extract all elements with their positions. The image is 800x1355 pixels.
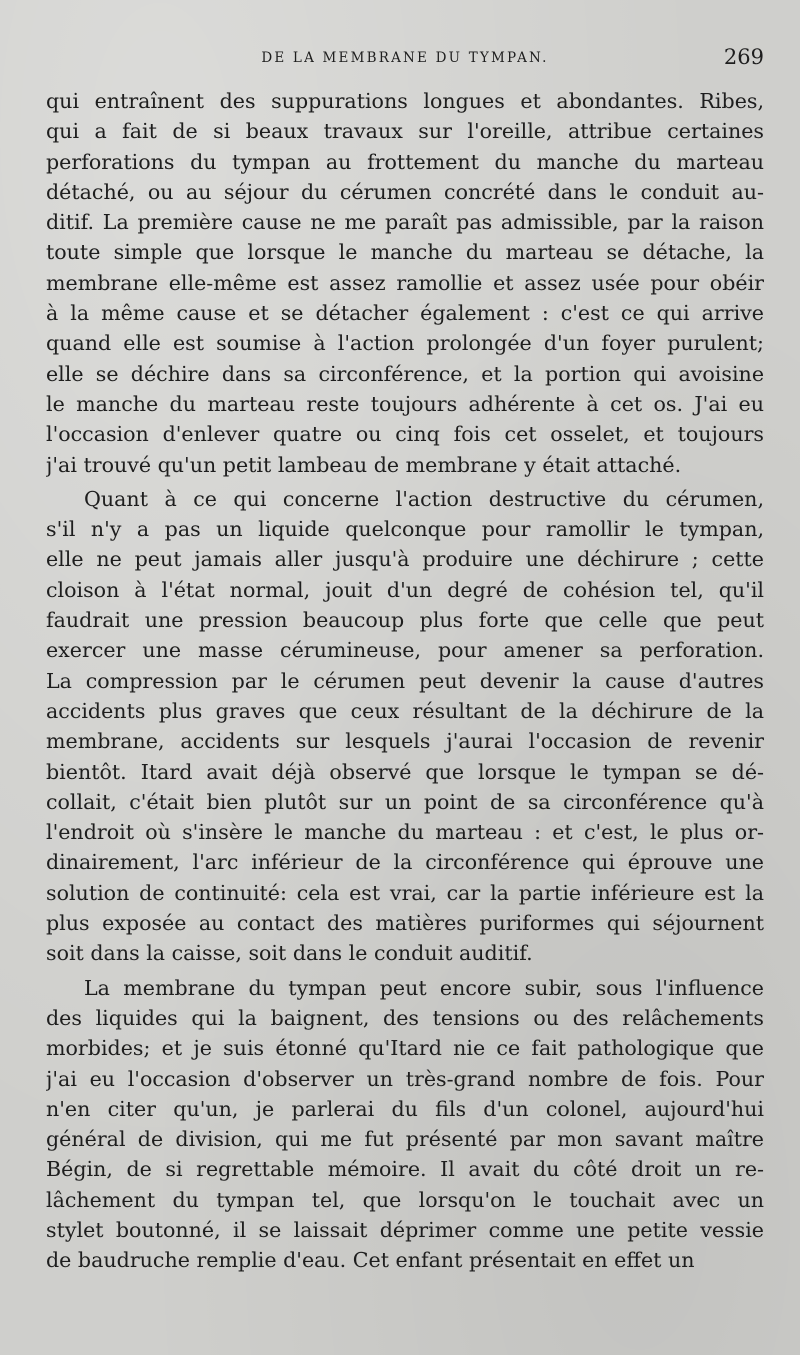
- text-line: j'ai trouvé qu'un petit lambeau de membrane y était attaché.: [46, 452, 682, 477]
- text-line: de baudruche remplie d'eau. Cet enfant présentait en effet un: [46, 1248, 695, 1273]
- text-line: elle se déchire dans sa circonférence, et la portion qui avoisine: [46, 361, 764, 386]
- text-line: l'occasion d'enlever quatre ou cinq fois cet osselet, et toujours: [46, 422, 764, 447]
- text-line: stylet boutonné, il se laissait déprimer comme une petite vessie: [46, 1217, 764, 1242]
- text-line: à la même cause et se détacher également : c'est ce qui arrive: [46, 301, 764, 326]
- text-line: morbides; et je suis étonné qu'Itard nie ce fait pathologique que: [46, 1036, 764, 1061]
- text-line: plus exposée au contact des matières puriformes qui séjournent: [46, 911, 764, 936]
- text-line: elle ne peut jamais aller jusqu'à produire une déchirure ; cette: [46, 547, 764, 572]
- text-line: lâchement du tympan tel, que lorsqu'on le touchait avec un: [46, 1187, 764, 1212]
- text-line: collait, c'était bien plutôt sur un point de sa circonférence qu'à: [46, 789, 764, 814]
- text-line: Quant à ce qui concerne l'action destructive du cérumen,: [84, 486, 764, 511]
- text-line: s'il n'y a pas un liquide quelconque pour ramollir le tympan,: [46, 517, 764, 542]
- paragraph: [46, 973, 764, 1276]
- text-line: qui a fait de si beaux travaux sur l'oreille, attribue certaines: [46, 119, 764, 144]
- text-line: perforations du tympan au frottement du manche du marteau: [46, 149, 764, 174]
- text-line: détaché, ou au séjour du cérumen concrété dans le conduit au-: [46, 179, 764, 204]
- text-line: ditif. La première cause ne me paraît pas admissible, par la raison: [46, 210, 764, 235]
- body-text: [46, 86, 764, 1276]
- text-line: des liquides qui la baignent, des tensions ou des relâchements: [46, 1005, 764, 1030]
- text-line: faudrait une pression beaucoup plus forte que celle que peut: [46, 608, 764, 633]
- text-line: j'ai eu l'occasion d'observer un très-grand nombre de fois. Pour: [46, 1066, 764, 1091]
- text-line: Bégin, de si regrettable mémoire. Il avait du côté droit un re-: [46, 1157, 764, 1182]
- text-line: solution de continuité: cela est vrai, car la partie inférieure est la: [46, 880, 764, 905]
- text-line: général de division, qui me fut présenté par mon savant maître: [46, 1127, 764, 1152]
- text-line: exercer une masse cérumineuse, pour amener sa perforation.: [46, 638, 764, 663]
- text-line: qui entraînent des suppurations longues et abondantes. Ribes,: [46, 89, 764, 113]
- paragraph: [46, 484, 764, 969]
- text-line: accidents plus graves que ceux résultant de la déchirure de la: [46, 698, 764, 723]
- text-line: cloison à l'état normal, jouit d'un degré de cohésion tel, qu'il: [46, 577, 764, 602]
- text-line: bientôt. Itard avait déjà observé que lorsque le tympan se dé-: [46, 759, 764, 784]
- text-line: toute simple que lorsque le manche du marteau se détache, la: [46, 240, 764, 265]
- text-line: l'endroit où s'insère le manche du marteau : et c'est, le plus or-: [46, 820, 764, 845]
- text-line: membrane elle-même est assez ramollie et assez usée pour obéir: [46, 270, 764, 295]
- text-line: La membrane du tympan peut encore subir, sous l'influence: [84, 975, 764, 1000]
- text-line: La compression par le cérumen peut devenir la cause d'autres: [46, 668, 764, 693]
- running-head: [46, 45, 764, 74]
- text-line: soit dans la caisse, soit dans le conduit auditif.: [46, 941, 533, 966]
- text-line: le manche du marteau reste toujours adhérente à cet os. J'ai eu: [46, 391, 764, 416]
- text-line: n'en citer qu'un, je parlerai du fils d'un colonel, aujourd'hui: [46, 1096, 764, 1121]
- page-number: 269: [723, 45, 764, 69]
- text-line: dinairement, l'arc inférieur de la circonférence qui éprouve une: [46, 850, 764, 875]
- text-line: membrane, accidents sur lesquels j'aurai l'occasion de revenir: [46, 729, 764, 754]
- paragraph: [46, 86, 764, 480]
- text-line: quand elle est soumise à l'action prolongée d'un foyer purulent;: [46, 331, 764, 356]
- running-title: DE LA MEMBRANE DU TYMPAN.: [261, 50, 549, 66]
